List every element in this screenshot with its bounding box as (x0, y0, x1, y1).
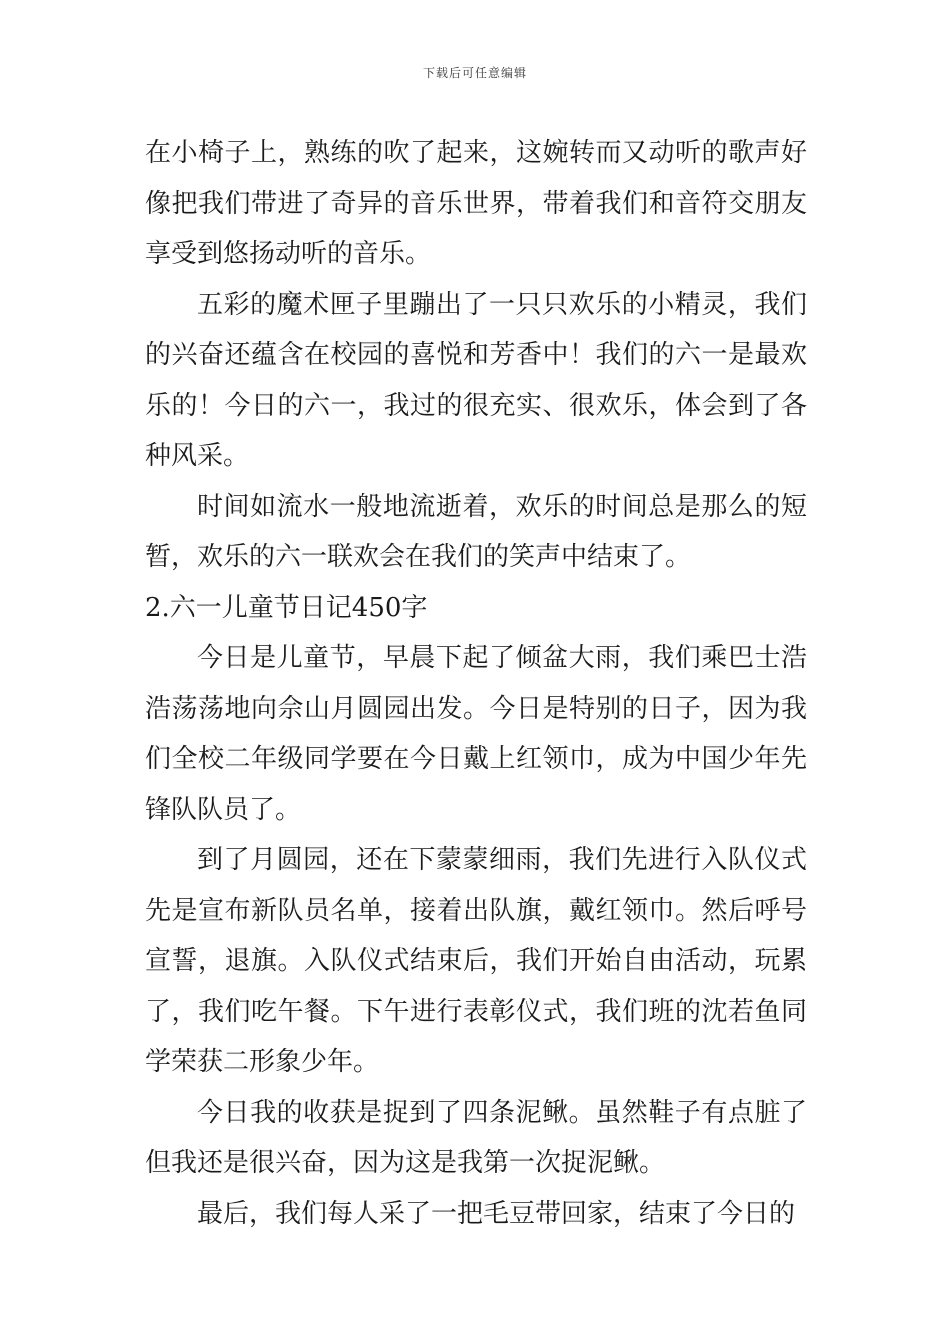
paragraph-time-passing: 时间如流水一般地流逝着，欢乐的时间总是那么的短暂，欢乐的六一联欢会在我们的笑声中结束了。 (145, 491, 807, 572)
document-body (145, 128, 807, 1239)
header-note: 下载后可任意编辑 (422, 66, 527, 80)
paragraph-ceremony: 到了月圆园，还在下蒙蒙细雨，我们先进行入队仪式先是宣布新队员名单，接着出队旗，戴红领巾。然后呼号宣誓，退旗。入队仪式结束后，我们开始自由活动，玩累了，我们吃午餐。下午进行表彰仪式，我们班的沈若鱼同学荣获二形象少年。 (145, 845, 807, 1077)
paragraph-childrens-day: 今日是儿童节，早晨下起了倾盆大雨，我们乘巴士浩浩荡荡地向佘山月圆园出发。今日是特别的日子，因为我们全校二年级同学要在今日戴上红领巾，成为中国少年先锋队队员了。 (145, 643, 807, 825)
paragraph-loach: 今日我的收获是捉到了四条泥鳅。虽然鞋子有点脏了但我还是很兴奋，因为这是我第一次捉泥鳅。 (145, 1097, 807, 1178)
section-heading: 2.六一儿童节日记450字 (145, 592, 428, 623)
paragraph-continued: 在小椅子上，熟练的吹了起来，这婉转而又动听的歌声好像把我们带进了奇异的音乐世界，带着我们和音符交朋友享受到悠扬动听的音乐。 (145, 138, 807, 269)
paragraph-ending: 最后，我们每人采了一把毛豆带回家，结束了今日的 (197, 1198, 796, 1229)
paragraph-magic-box: 五彩的魔术匣子里蹦出了一只只欢乐的小精灵，我们的兴奋还蕴含在校园的喜悦和芳香中！我们的六一是最欢乐的！今日的六一，我过的很充实、很欢乐，体会到了各种风采。 (145, 289, 807, 471)
